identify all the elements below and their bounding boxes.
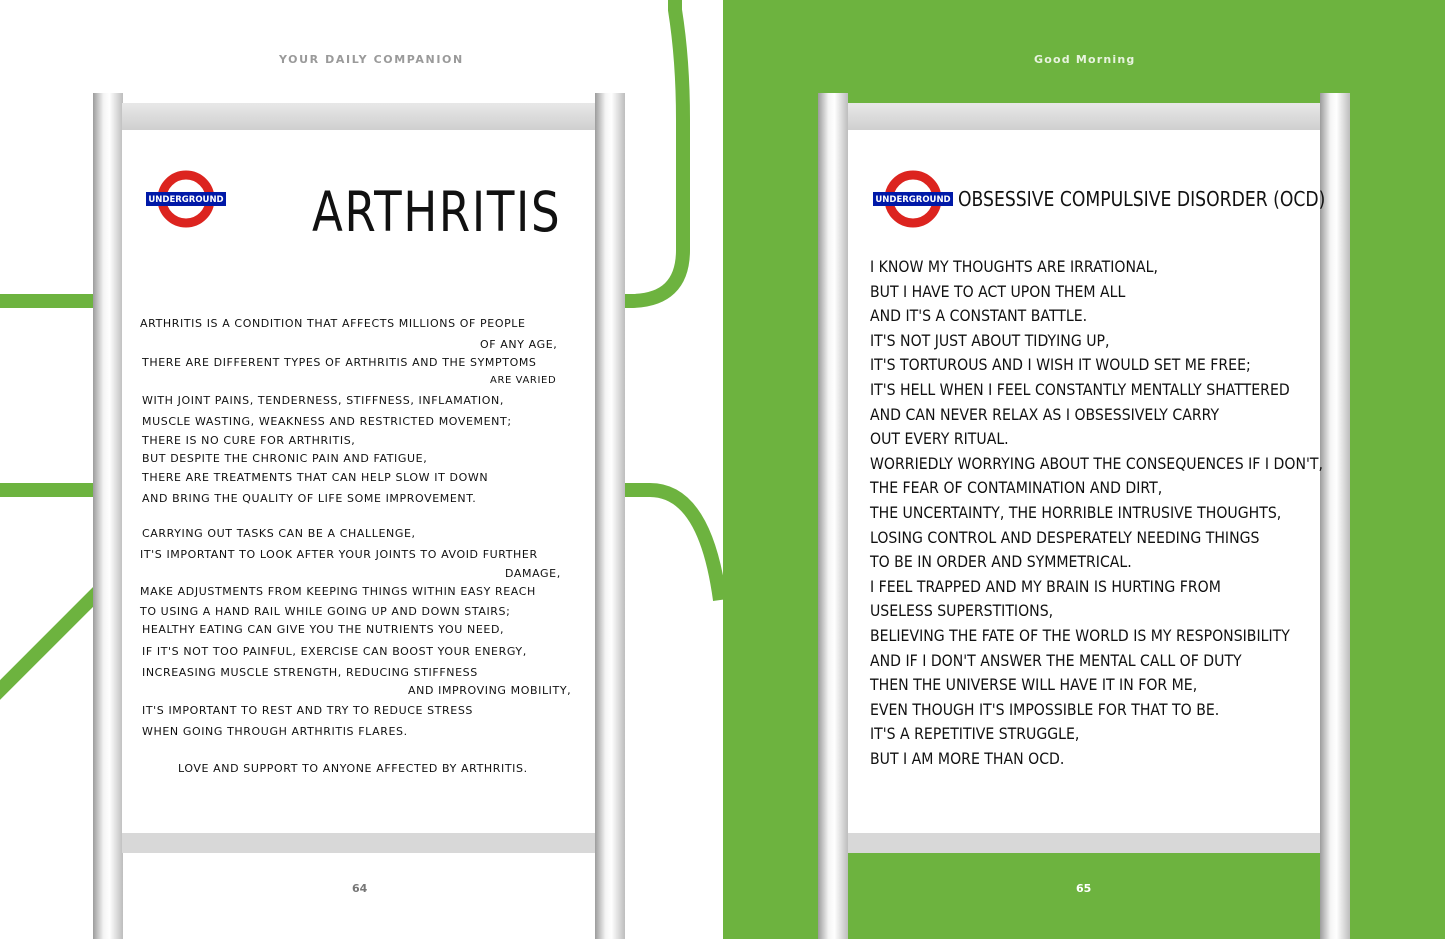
- page-number: 64: [352, 882, 368, 895]
- svg-text:UNDERGROUND: UNDERGROUND: [875, 195, 951, 205]
- page-title: OBSESSIVE COMPULSIVE DISORDER (OCD): [958, 187, 1326, 211]
- body-line: MAKE ADJUSTMENTS FROM KEEPING THINGS WITHIN EASY REACH: [140, 585, 536, 598]
- sign-bottom-bar: [122, 833, 595, 853]
- sign-top-bar: [122, 103, 595, 130]
- body-line: ARE VARIED: [490, 375, 557, 386]
- body-line: IT'S IMPORTANT TO REST AND TRY TO REDUCE STRESS: [142, 704, 474, 717]
- body-text: [870, 255, 1323, 771]
- body-line: EVEN THOUGH IT'S IMPOSSIBLE FOR THAT TO BE.: [870, 699, 1220, 719]
- page-title: ARTHRITIS: [312, 180, 562, 244]
- body-line: THERE IS NO CURE FOR ARTHRITIS,: [142, 434, 356, 447]
- body-line: IT'S A REPETITIVE STRUGGLE,: [870, 724, 1080, 744]
- body-line: OUT EVERY RITUAL.: [870, 429, 1009, 449]
- body-line: AND IF I DON'T ANSWER THE MENTAL CALL OF DUTY: [870, 650, 1242, 670]
- body-line: AND CAN NEVER RELAX AS I OBSESSIVELY CARRY: [870, 404, 1220, 424]
- body-line: BUT I AM MORE THAN OCD.: [870, 748, 1065, 768]
- body-line: WHEN GOING THROUGH ARTHRITIS FLARES.: [142, 725, 408, 738]
- body-line: USELESS SUPERSTITIONS,: [870, 601, 1054, 621]
- body-line: HEALTHY EATING CAN GIVE YOU THE NUTRIENTS YOU NEED,: [142, 623, 505, 636]
- body-line: DAMAGE,: [505, 567, 561, 580]
- body-line: THE FEAR OF CONTAMINATION AND DIRT,: [870, 478, 1163, 498]
- underground-roundel-icon: [873, 168, 953, 230]
- body-line: ARTHRITIS IS A CONDITION THAT AFFECTS MILLIONS OF PEOPLE: [140, 317, 526, 330]
- body-line: IT'S NOT JUST ABOUT TIDYING UP,: [870, 330, 1110, 350]
- body-line: BUT DESPITE THE CHRONIC PAIN AND FATIGUE,: [142, 452, 428, 465]
- sign-post-right: [595, 93, 625, 939]
- body-line: IT'S HELL WHEN I FEEL CONSTANTLY MENTALLY SHATTERED: [870, 379, 1290, 399]
- sign-post-left: [93, 93, 123, 939]
- body-line: THE UNCERTAINTY, THE HORRIBLE INTRUSIVE THOUGHTS,: [870, 502, 1282, 522]
- body-line: BUT I HAVE TO ACT UPON THEM ALL: [870, 281, 1126, 301]
- body-line: CARRYING OUT TASKS CAN BE A CHALLENGE,: [142, 527, 416, 540]
- body-line: LOSING CONTROL AND DESPERATELY NEEDING THINGS: [870, 527, 1260, 547]
- body-line: I KNOW MY THOUGHTS ARE IRRATIONAL,: [870, 257, 1158, 276]
- body-line: BELIEVING THE FATE OF THE WORLD IS MY RESPONSIBILITY: [870, 625, 1290, 645]
- body-line: IF IT'S NOT TOO PAINFUL, EXERCISE CAN BOOST YOUR ENERGY,: [142, 645, 527, 658]
- page-number: 65: [1076, 882, 1092, 895]
- body-line: AND BRING THE QUALITY OF LIFE SOME IMPROVEMENT.: [142, 492, 477, 505]
- body-line: OF ANY AGE,: [480, 338, 558, 351]
- body-line: IT'S TORTUROUS AND I WISH IT WOULD SET ME FREE;: [870, 355, 1251, 375]
- body-line: AND IMPROVING MOBILITY,: [408, 684, 572, 697]
- body-line: I FEEL TRAPPED AND MY BRAIN IS HURTING FROM: [870, 576, 1221, 596]
- body-line: TO BE IN ORDER AND SYMMETRICAL.: [870, 552, 1132, 572]
- sign-post-right: [1320, 93, 1350, 939]
- svg-text:UNDERGROUND: UNDERGROUND: [148, 195, 224, 205]
- body-line: MUSCLE WASTING, WEAKNESS AND RESTRICTED MOVEMENT;: [142, 415, 512, 428]
- sign-post-left: [818, 93, 848, 939]
- body-line: THEN THE UNIVERSE WILL HAVE IT IN FOR ME,: [870, 675, 1198, 695]
- body-line: INCREASING MUSCLE STRENGTH, REDUCING STIFFNESS: [142, 666, 478, 679]
- body-line: IT'S IMPORTANT TO LOOK AFTER YOUR JOINTS TO AVOID FURTHER: [140, 548, 538, 561]
- running-header: Good Morning: [1034, 53, 1136, 66]
- running-header: YOUR DAILY COMPANION: [279, 53, 464, 66]
- body-line: TO USING A HAND RAIL WHILE GOING UP AND DOWN STAIRS;: [140, 605, 511, 618]
- underground-roundel-icon: [146, 168, 226, 230]
- sign-bottom-bar: [848, 833, 1320, 853]
- body-line: LOVE AND SUPPORT TO ANYONE AFFECTED BY ARTHRITIS.: [178, 762, 528, 775]
- body-line: WORRIEDLY WORRYING ABOUT THE CONSEQUENCES IF I DON'T,: [870, 453, 1323, 473]
- sign-top-bar: [848, 103, 1320, 130]
- body-line: WITH JOINT PAINS, TENDERNESS, STIFFNESS, INFLAMATION,: [142, 394, 504, 407]
- body-line: AND IT'S A CONSTANT BATTLE.: [870, 306, 1088, 326]
- body-line: THERE ARE TREATMENTS THAT CAN HELP SLOW IT DOWN: [142, 471, 489, 484]
- body-line: THERE ARE DIFFERENT TYPES OF ARTHRITIS AND THE SYMPTOMS: [142, 356, 537, 369]
